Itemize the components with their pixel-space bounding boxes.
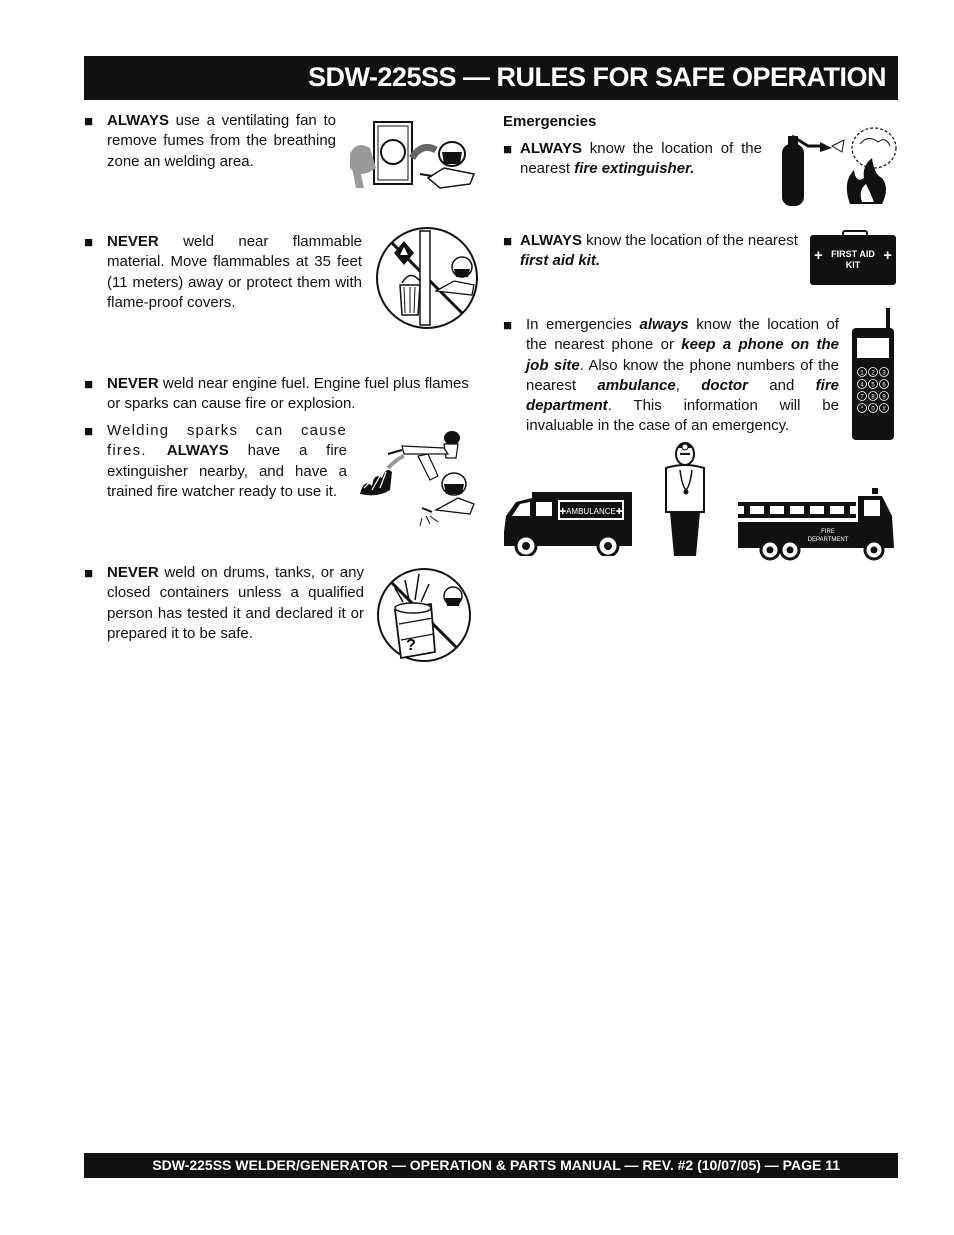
plus-icon: + [883,247,892,264]
ambulance-illustration [500,488,636,556]
rule-lead: ALWAYS [166,442,229,460]
first-aid-rule [520,231,800,272]
plus-icon: + [814,247,823,264]
bullet-marker: ■ [84,565,94,582]
fire-extinguisher-illustration [778,122,900,208]
emergencies-heading: Emergencies [503,113,597,130]
phone-key-label: 2 [871,370,875,377]
ventilating-fan-illustration [346,118,478,194]
no-flammables-illustration [374,225,480,331]
sparks-rule [107,421,347,502]
rule-lead: ALWAYS [520,140,582,157]
rule-emphasis: first aid kit. [520,252,601,270]
doctor-illustration [660,440,710,558]
rule-text: and [747,376,816,394]
phone-key-label: 0 [871,406,875,413]
rule-lead: NEVER [107,564,159,581]
rule-text: In emergencies [526,316,640,333]
fire-label: DEPARTMENT [807,537,849,543]
page-title-bar [84,56,898,100]
rule-lead: ALWAYS [107,112,169,129]
phone-key-label: 6 [882,382,886,389]
footer-text: SDW-225SS WELDER/GENERATOR — OPERATION & PARTS MANUAL — REV. #2 (10/07/05) — PAGE 11 [152,1157,840,1173]
engine-fuel-rule [107,374,477,415]
fire-extinguisher-rule [520,139,762,180]
closed-drum-warning-illustration [373,566,475,664]
bullet-marker: ■ [84,423,94,440]
bullet-marker: ■ [84,234,94,251]
ambulance-label: ✚AMBULANCE✚ [559,507,623,516]
rule-lead: NEVER [107,233,159,250]
footer-bar [84,1153,898,1178]
rule-text: Welding sparks can cause fires. [107,422,347,460]
rule-text: know the location of the nearest [581,232,798,249]
phone-key-label: # [882,406,886,413]
rule-text: weld on drums, tanks, or any closed containers unless a qualified person has tested it and declared it or prepared it to be safe. [107,564,364,642]
phone-key-label: 1 [860,370,864,377]
rule-emphasis: always [639,316,689,333]
bullet-marker: ■ [503,317,513,334]
mobile-phone-illustration [848,306,898,442]
fire-watcher-illustration [358,428,476,530]
rule-text: weld near engine fuel. Engine fuel plus flames or sparks can cause fire or explosion. [107,375,469,413]
phone-key-label: 5 [871,382,875,389]
phone-rule [526,315,839,437]
fire-label: FIRE [821,529,835,535]
phone-key-label: * [860,406,864,413]
phone-key-label: 7 [860,394,864,401]
phone-key-label: 4 [860,382,864,389]
rule-lead: NEVER [107,375,159,392]
first-aid-label: KIT [845,260,861,270]
ventilation-rule [107,111,336,172]
bullet-marker: ■ [84,113,94,130]
rule-emphasis: doctor [701,376,748,394]
rule-text: know the location of the nearest phone or [526,316,839,354]
rule-emphasis: ambulance [597,376,676,394]
rule-emphasis: keep a phone on the job site [526,336,839,374]
page-title: SDW-225SS — RULES FOR SAFE OPERATION [307,62,886,92]
fire-truck-illustration [736,486,896,562]
rule-lead: ALWAYS [520,232,582,249]
rule-text: weld near flammable material. Move flammables at 35 feet (11 meters) away or protect them with flame-proof covers. [107,233,362,311]
first-aid-label: FIRST AID [831,249,875,259]
rule-text: . This information will be invaluable in the case of an emergency. [526,397,839,435]
rule-text: use a ventilating fan to remove fumes from the breathing zone an welding area. [107,112,336,170]
bullet-marker: ■ [503,141,513,158]
drums-rule [107,563,364,644]
bullet-marker: ■ [503,233,513,250]
first-aid-kit-illustration [810,235,896,285]
bullet-marker: ■ [84,376,94,393]
drum-question-mark: ? [406,637,416,654]
rule-text: , [675,376,702,394]
flammable-rule [107,232,362,313]
rule-text: know the location of the nearest [520,140,762,178]
phone-key-label: 9 [882,394,886,401]
rule-text: have a fire extinguisher nearby, and have a trained fire watcher ready to use it. [107,442,347,500]
phone-key-label: 8 [871,394,875,401]
rule-emphasis: fire extinguisher. [574,160,695,178]
rule-emphasis: fire department [526,376,839,415]
rule-text: . Also know the phone numbers of the nearest [526,356,839,394]
phone-key-label: 3 [882,370,886,377]
